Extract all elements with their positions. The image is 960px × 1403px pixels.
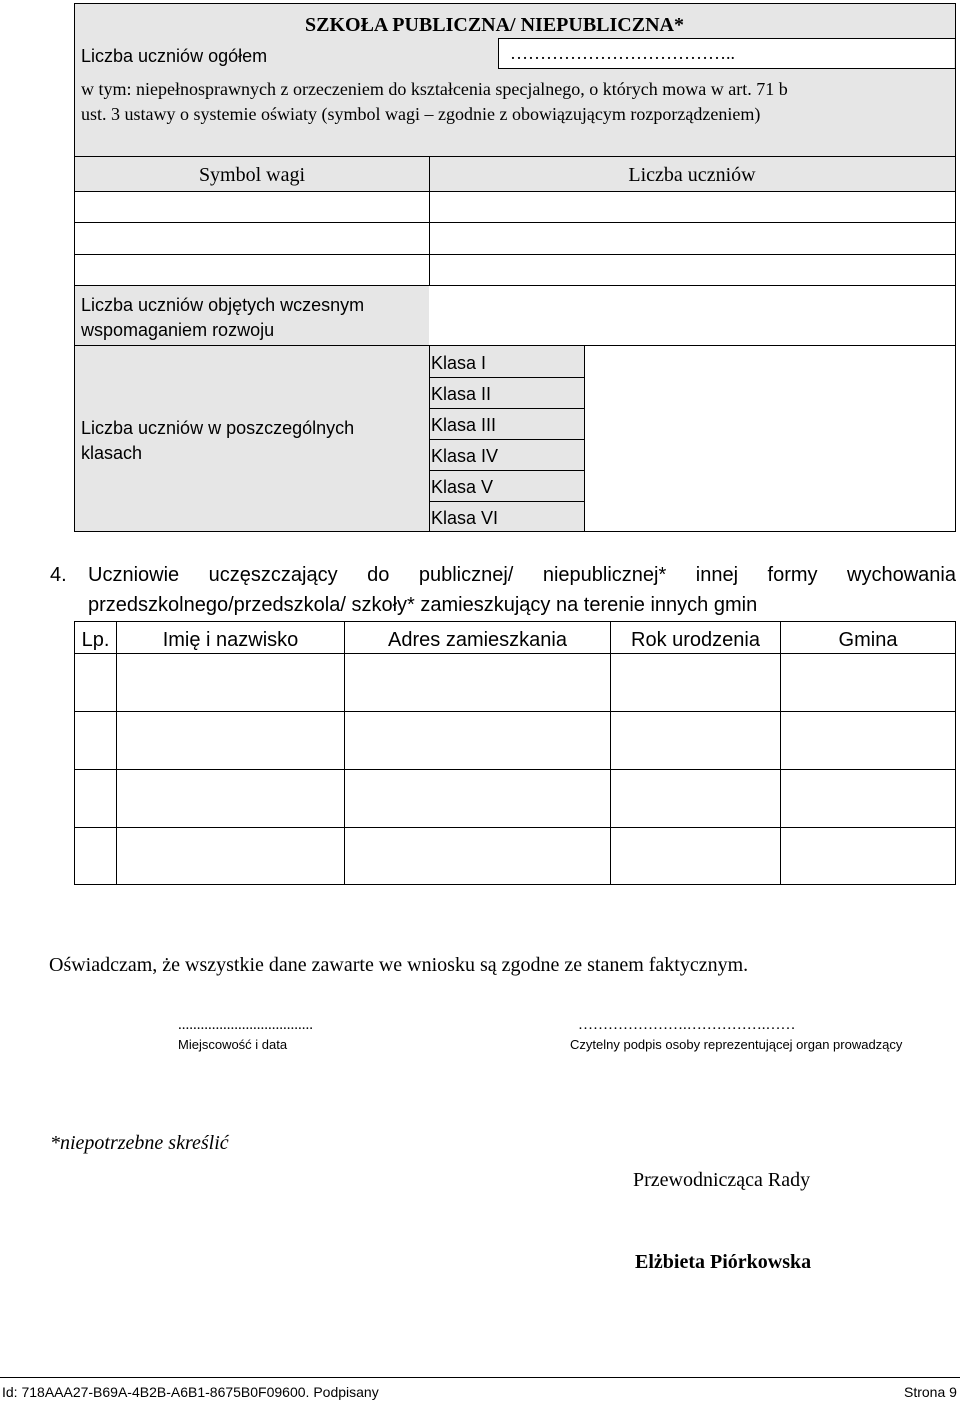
chair-name: Elżbieta Piórkowska bbox=[635, 1251, 812, 1273]
word: niepublicznej* bbox=[542, 564, 667, 586]
total-students-label: Liczba uczniów ogółem bbox=[81, 46, 268, 66]
class-label: Klasa II bbox=[431, 384, 492, 404]
word: publicznej/ bbox=[418, 564, 514, 586]
classes-label-line1: Liczba uczniów w poszczególnych bbox=[81, 418, 355, 438]
column-header-birth-year: Rok urodzenia bbox=[631, 629, 760, 651]
column-header-commune: Gmina bbox=[838, 629, 898, 651]
disabled-students-text-line2: ust. 3 ustawy o systemie oświaty (symbol wagi – zgodnie z obowiązującym rozporządzeniem) bbox=[81, 104, 761, 124]
early-support-label-line2: wspomaganiem rozwoju bbox=[81, 320, 275, 340]
disabled-students-text-line1: w tym: niepełnosprawnych z orzeczeniem do kształcenia specjalnego, o których mowa w art. 71 b bbox=[81, 79, 788, 99]
document-id: Id: 718AAA27-B69A-4B2B-A6B1-8675B0F09600. Podpisany bbox=[2, 1384, 379, 1400]
column-header-address: Adres zamieszkania bbox=[388, 629, 567, 651]
signature-label: Czytelny podpis osoby reprezentującej organ prowadzący bbox=[570, 1037, 903, 1052]
word: innej bbox=[695, 564, 739, 586]
classes-label-line2: klasach bbox=[81, 443, 143, 463]
signature-dots: ………………….…………….…… bbox=[578, 1017, 796, 1033]
chair-title: Przewodnicząca Rady bbox=[633, 1169, 811, 1191]
word: wychowania bbox=[847, 564, 956, 586]
total-students-value: ……………………………….. bbox=[510, 43, 735, 63]
count-column-header: Liczba uczniów bbox=[628, 164, 756, 186]
section-4-text-line2: przedszkolnego/przedszkola/ szkoły* zamieszkujący na terenie innych gmin bbox=[88, 594, 758, 616]
early-support-label-line1: Liczba uczniów objętych wczesnym bbox=[81, 295, 365, 315]
page-number: Strona 9 bbox=[904, 1384, 957, 1400]
section-number: 4. bbox=[50, 564, 67, 586]
column-header-lp: Lp. bbox=[81, 629, 110, 651]
place-date-label: Miejscowość i data bbox=[178, 1037, 288, 1052]
declaration-text: Oświadczam, że wszystkie dane zawarte we wniosku są zgodne ze stanem faktycznym. bbox=[49, 954, 749, 976]
place-date-dots: .................................... bbox=[178, 1017, 313, 1033]
symbol-column-header: Symbol wagi bbox=[198, 164, 306, 186]
class-label: Klasa III bbox=[431, 415, 497, 435]
class-label: Klasa V bbox=[431, 477, 494, 497]
word: formy bbox=[767, 564, 818, 586]
class-label: Klasa VI bbox=[431, 508, 499, 528]
word: do bbox=[367, 564, 390, 586]
footnote: *niepotrzebne skreślić bbox=[50, 1132, 229, 1154]
column-header-name: Imię i nazwisko bbox=[162, 629, 299, 651]
class-label: Klasa IV bbox=[431, 446, 499, 466]
school-heading: SZKOŁA PUBLICZNA/ NIEPUBLICZNA* bbox=[305, 14, 684, 36]
word: Uczniowie bbox=[88, 564, 180, 586]
class-label: Klasa I bbox=[431, 353, 487, 373]
section-4-text-line1 bbox=[88, 563, 956, 587]
word: uczęszczający bbox=[208, 564, 338, 586]
